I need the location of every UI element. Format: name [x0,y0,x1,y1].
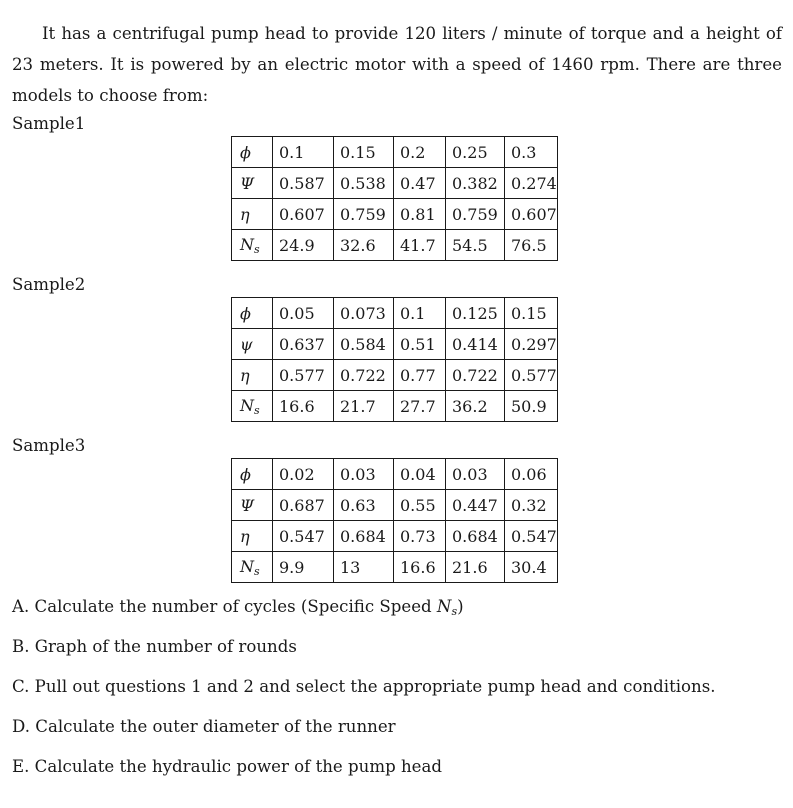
table-cell: 0.1 [394,298,446,329]
table-cell: 0.684 [446,521,505,552]
table-cell: 30.4 [505,552,558,583]
table-row [232,360,558,391]
row-symbol [232,329,273,360]
table-cell: 0.02 [273,459,334,490]
table-cell: 0.2 [394,137,446,168]
question-d: D. Calculate the outer diameter of the runner [12,717,396,736]
table-cell: 0.1 [273,137,334,168]
table-cell: 0.25 [446,137,505,168]
question-a-ns-subscript: s [451,605,458,618]
table-cell: 0.547 [505,521,558,552]
table-row [232,490,558,521]
table-cell: 76.5 [505,230,558,261]
table-cell: 0.05 [273,298,334,329]
table-cell: 21.6 [446,552,505,583]
table-cell: 16.6 [394,552,446,583]
symbol-text: η [240,526,250,546]
table-cell: 36.2 [446,391,505,422]
table-cell: 9.9 [273,552,334,583]
symbol-subscript: s [254,564,260,578]
table-row [232,298,558,329]
table-cell: 0.51 [394,329,446,360]
table-cell: 0.06 [505,459,558,490]
table-cell: 0.03 [446,459,505,490]
question-a-close: ) [457,597,464,616]
table-cell: 0.722 [334,360,394,391]
table-cell: 0.77 [394,360,446,391]
table-cell: 0.382 [446,168,505,199]
table-cell: 0.32 [505,490,558,521]
row-symbol [232,199,273,230]
table-cell: 0.607 [273,199,334,230]
table-cell: 0.577 [273,360,334,391]
table-cell: 0.04 [394,459,446,490]
symbol-text: Ψ [240,495,255,515]
row-symbol [232,168,273,199]
row-symbol [232,552,273,583]
table-cell: 0.587 [273,168,334,199]
sample1-table [231,136,558,261]
table-cell: 0.55 [394,490,446,521]
table-row [232,521,558,552]
table-cell: 0.15 [334,137,394,168]
table-cell: 0.637 [273,329,334,360]
symbol-text: η [240,365,250,385]
sample1-label: Sample1 [12,114,86,133]
table-cell: 0.274 [505,168,558,199]
table-cell: 0.63 [334,490,394,521]
intro-paragraph: It has a centrifugal pump head to provide 120 liters / minute of torque and a height of 23 meters. It is powered by an electric motor with a speed of 1460 rpm. There are three models to choose from: [12,24,782,105]
table-cell: 0.15 [505,298,558,329]
sample2-label: Sample2 [12,275,86,294]
table-cell: 0.547 [273,521,334,552]
row-symbol [232,521,273,552]
table-cell: 0.297 [505,329,558,360]
table-row [232,329,558,360]
table-cell: 0.687 [273,490,334,521]
row-symbol [232,391,273,422]
table-row [232,459,558,490]
table-cell: 54.5 [446,230,505,261]
question-a [12,597,464,618]
table-row [232,552,558,583]
symbol-subscript: s [254,242,260,256]
table-cell: 27.7 [394,391,446,422]
table-cell: 0.759 [446,199,505,230]
table-cell: 0.447 [446,490,505,521]
symbol-text: ψ [240,334,253,354]
table-cell: 0.073 [334,298,394,329]
table-cell: 21.7 [334,391,394,422]
table-cell: 0.584 [334,329,394,360]
table-cell: 0.722 [446,360,505,391]
row-symbol [232,459,273,490]
table-cell: 0.125 [446,298,505,329]
table-row [232,391,558,422]
table-cell: 24.9 [273,230,334,261]
table-cell: 0.538 [334,168,394,199]
table-cell: 0.81 [394,199,446,230]
sample3-table [231,458,558,583]
table-cell: 0.414 [446,329,505,360]
question-a-text: A. Calculate the number of cycles (Specific Speed [12,597,437,616]
table-cell: 0.577 [505,360,558,391]
symbol-text: N [240,556,254,576]
table-cell: 0.3 [505,137,558,168]
symbol-text: N [240,234,254,254]
symbol-text: η [240,204,250,224]
table-cell: 0.759 [334,199,394,230]
table-cell: 0.607 [505,199,558,230]
table-cell: 0.47 [394,168,446,199]
question-e: E. Calculate the hydraulic power of the pump head [12,757,442,776]
symbol-text: ϕ [240,464,251,484]
table-cell: 32.6 [334,230,394,261]
sample2-table [231,297,558,422]
row-symbol [232,360,273,391]
sample3-label: Sample3 [12,436,86,455]
table-cell: 13 [334,552,394,583]
symbol-text: Ψ [240,173,255,193]
row-symbol [232,298,273,329]
symbol-subscript: s [254,403,260,417]
table-cell: 41.7 [394,230,446,261]
table-row [232,137,558,168]
table-cell: 0.03 [334,459,394,490]
question-a-ns: N [436,597,452,616]
symbol-text: ϕ [240,142,251,162]
table-cell: 50.9 [505,391,558,422]
row-symbol [232,137,273,168]
table-row [232,168,558,199]
table-cell: 0.684 [334,521,394,552]
table-cell: 0.73 [394,521,446,552]
symbol-text: ϕ [240,303,251,323]
symbol-text: N [240,395,254,415]
row-symbol [232,230,273,261]
row-symbol [232,490,273,521]
question-b: B. Graph of the number of rounds [12,637,297,656]
table-row [232,199,558,230]
table-cell: 16.6 [273,391,334,422]
question-c: C. Pull out questions 1 and 2 and select the appropriate pump head and conditions. [12,677,716,696]
table-row [232,230,558,261]
